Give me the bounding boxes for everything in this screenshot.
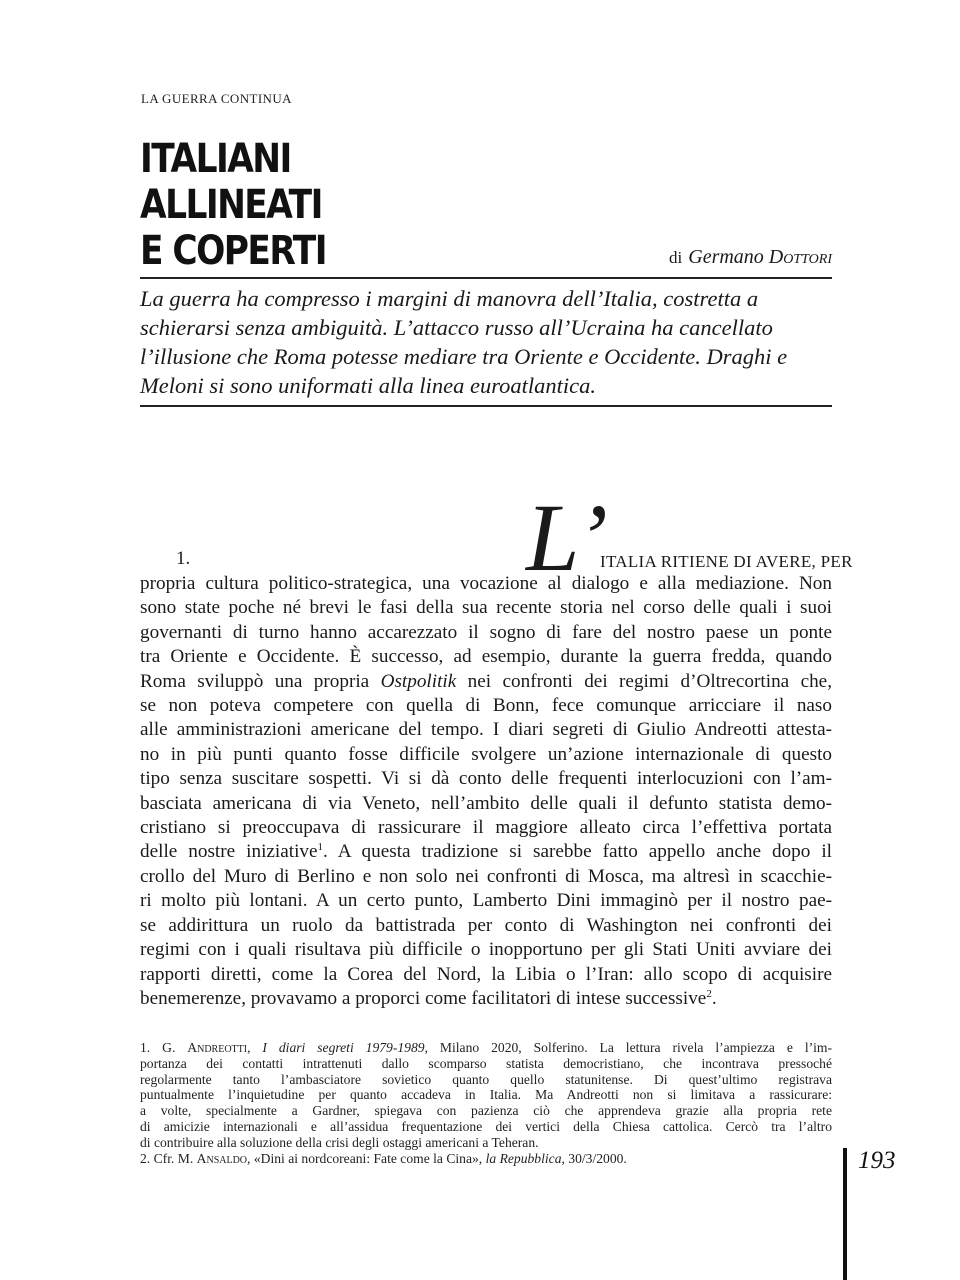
- body-text: [140, 572, 832, 1011]
- running-head: LA GUERRA CONTINUA: [141, 91, 292, 106]
- body-line: regimi con i quali risultava più difficile o inopportuno per gli Stati Uniti avviare dei: [140, 939, 832, 961]
- title-line-2: ALLINEATI: [140, 182, 322, 228]
- footnote-1-lead: 1. G.: [140, 1040, 188, 1055]
- standfirst-top-rule: [140, 277, 832, 279]
- body-line: se non poteva competere con quella di Bonn, fece comunque arricciare il naso: [140, 695, 832, 717]
- standfirst-bottom-rule: [140, 405, 832, 407]
- body-line: ri molto più lontani. A un certo punto, Lamberto Dini immaginò per il nostro pae-: [140, 890, 832, 912]
- footnote-2: [140, 1151, 832, 1167]
- body-text-run: .: [711, 987, 717, 1009]
- drop-cap: L’: [526, 484, 608, 591]
- footnotes: [140, 1040, 832, 1166]
- footnote-2-lead: 2. Cfr. M.: [140, 1150, 197, 1166]
- body-line: propria cultura politico-strategica, una vocazione al dialogo e alla mediazione. Non: [140, 573, 832, 594]
- body-text-run: . A questa tradizione si sarebbe fatto appello anche dopo il: [323, 841, 832, 863]
- footnote-1-line: di amicizie internazionali e all’assidua frequentazione dei vertici della Chiesa cattolica. Cercò tra l’altro: [140, 1118, 832, 1134]
- body-text-run: Roma sviluppò una propria: [140, 670, 381, 692]
- footnote-2-author: Ansaldo: [196, 1150, 248, 1166]
- body-line: [140, 987, 832, 1011]
- body-line: tra Oriente e Occidente. È successo, ad esempio, durante la guerra fredda, quando: [140, 646, 832, 668]
- article-title: [140, 136, 326, 274]
- body-text-run: nei confronti dei regimi d’Oltrecortina che,: [456, 670, 832, 692]
- footnote-1-line: a volte, specialmente a Gardner, spiegava con pazienza ciò che apprendeva grazie alla propria rete: [140, 1103, 832, 1119]
- author-last-name: Dottori: [768, 246, 832, 268]
- byline: [669, 246, 832, 269]
- body-text-run: delle nostre iniziative: [140, 841, 318, 863]
- body-line: [140, 840, 832, 864]
- footnote-1-line: puntualmente l’inquietudine per quanto accadeva in Italia. Ma Andreotti non si limitava a rassicurare:: [140, 1087, 832, 1103]
- footnote-2-date: , 30/3/2000.: [561, 1150, 627, 1166]
- author-first-name: Germano: [688, 246, 764, 268]
- footnote-ref: 2: [706, 987, 712, 1000]
- body-line: tipo senza suscitare sospetti. Vi si dà conto delle frequenti interlocuzioni con l’am-: [140, 768, 832, 790]
- title-line-1: ITALIANI: [140, 136, 291, 182]
- footnote-2-article: , «Dini ai nordcoreani: Fate come la Cina»,: [247, 1150, 486, 1166]
- page-number: 193: [858, 1147, 896, 1174]
- body-text-run: benemerenze, provavamo a proporci come facilitatori di intese successive: [140, 987, 707, 1009]
- byline-prefix: di: [669, 248, 683, 267]
- body-line: cristiano si preoccupava di rassicurare il maggiore alleato circa l’effettiva portata: [140, 817, 832, 839]
- footnote-1-line: portanza dei contatti intrattenuti dallo scomparso statista democristiano, che incontrava pressoché: [140, 1055, 832, 1071]
- title-line-3: E COPERTI: [140, 228, 326, 274]
- footnote-ref: 1: [317, 841, 324, 854]
- body-line: no in più punti quanto fosse difficile svolgere un’azione internazionale di questo: [140, 743, 832, 765]
- body-line: alle amministrazioni americane del tempo. I diari segreti di Giulio Andreotti attesta-: [140, 719, 832, 741]
- body-line: se addirittura un ruolo da battistrada per conto di Washington nei confronti dei: [140, 914, 832, 936]
- body-line: sono state poche né brevi le fasi della sua recente storia nel corso delle quali i suoi: [140, 597, 832, 619]
- italic-term: Ostpolitik: [380, 670, 457, 692]
- body-line: crollo del Muro di Berlino e non solo nei confronti di Mosca, ma altresì in scacchie-: [140, 865, 832, 887]
- footnote-1-rest: , Milano 2020, Solferino. La lettura rivela l’ampiezza e l’im-: [424, 1040, 833, 1055]
- body-line: [140, 670, 832, 694]
- body-line: basciata americana di via Veneto, nell’ambito delle quali il defunto statista demo-: [140, 792, 832, 814]
- footnote-1-sep: ,: [247, 1040, 263, 1055]
- section-number: 1.: [176, 548, 191, 569]
- footnote-1-book: I diari segreti 1979-1989: [262, 1040, 425, 1055]
- footnote-1-line: [140, 1040, 832, 1056]
- body-line: governanti di turno hanno accarezzato il sogno di fare del nostro paese un ponte: [140, 621, 832, 643]
- footnote-1-line: di contribuire alla soluzione della crisi degli ostaggi americani a Teheran.: [140, 1134, 539, 1150]
- footnote-1-line: regolarmente tanto l’ambasciatore sovietico quanto quello statunitense. Di quest’ultimo registrava: [140, 1071, 832, 1087]
- footnote-1-author: Andreotti: [187, 1040, 248, 1055]
- opening-small-caps: ITALIA RITIENE DI AVERE, PER: [600, 552, 853, 571]
- body-line: rapporti diretti, come la Corea del Nord, la Libia o l’Iran: allo scopo di acquisire: [140, 963, 832, 985]
- page-number-rule: [843, 1148, 847, 1280]
- standfirst: La guerra ha compresso i margini di manovra dell’Italia, costretta a schierarsi senza ambiguità. L’attacco russo all’Ucraina ha cancellato l’illusione che Roma potesse mediare tra Oriente e Occidente. Draghi e Meloni si sono uniformati alla linea euroatlantica.: [140, 286, 788, 398]
- footnote-2-newspaper: la Repubblica: [485, 1150, 562, 1166]
